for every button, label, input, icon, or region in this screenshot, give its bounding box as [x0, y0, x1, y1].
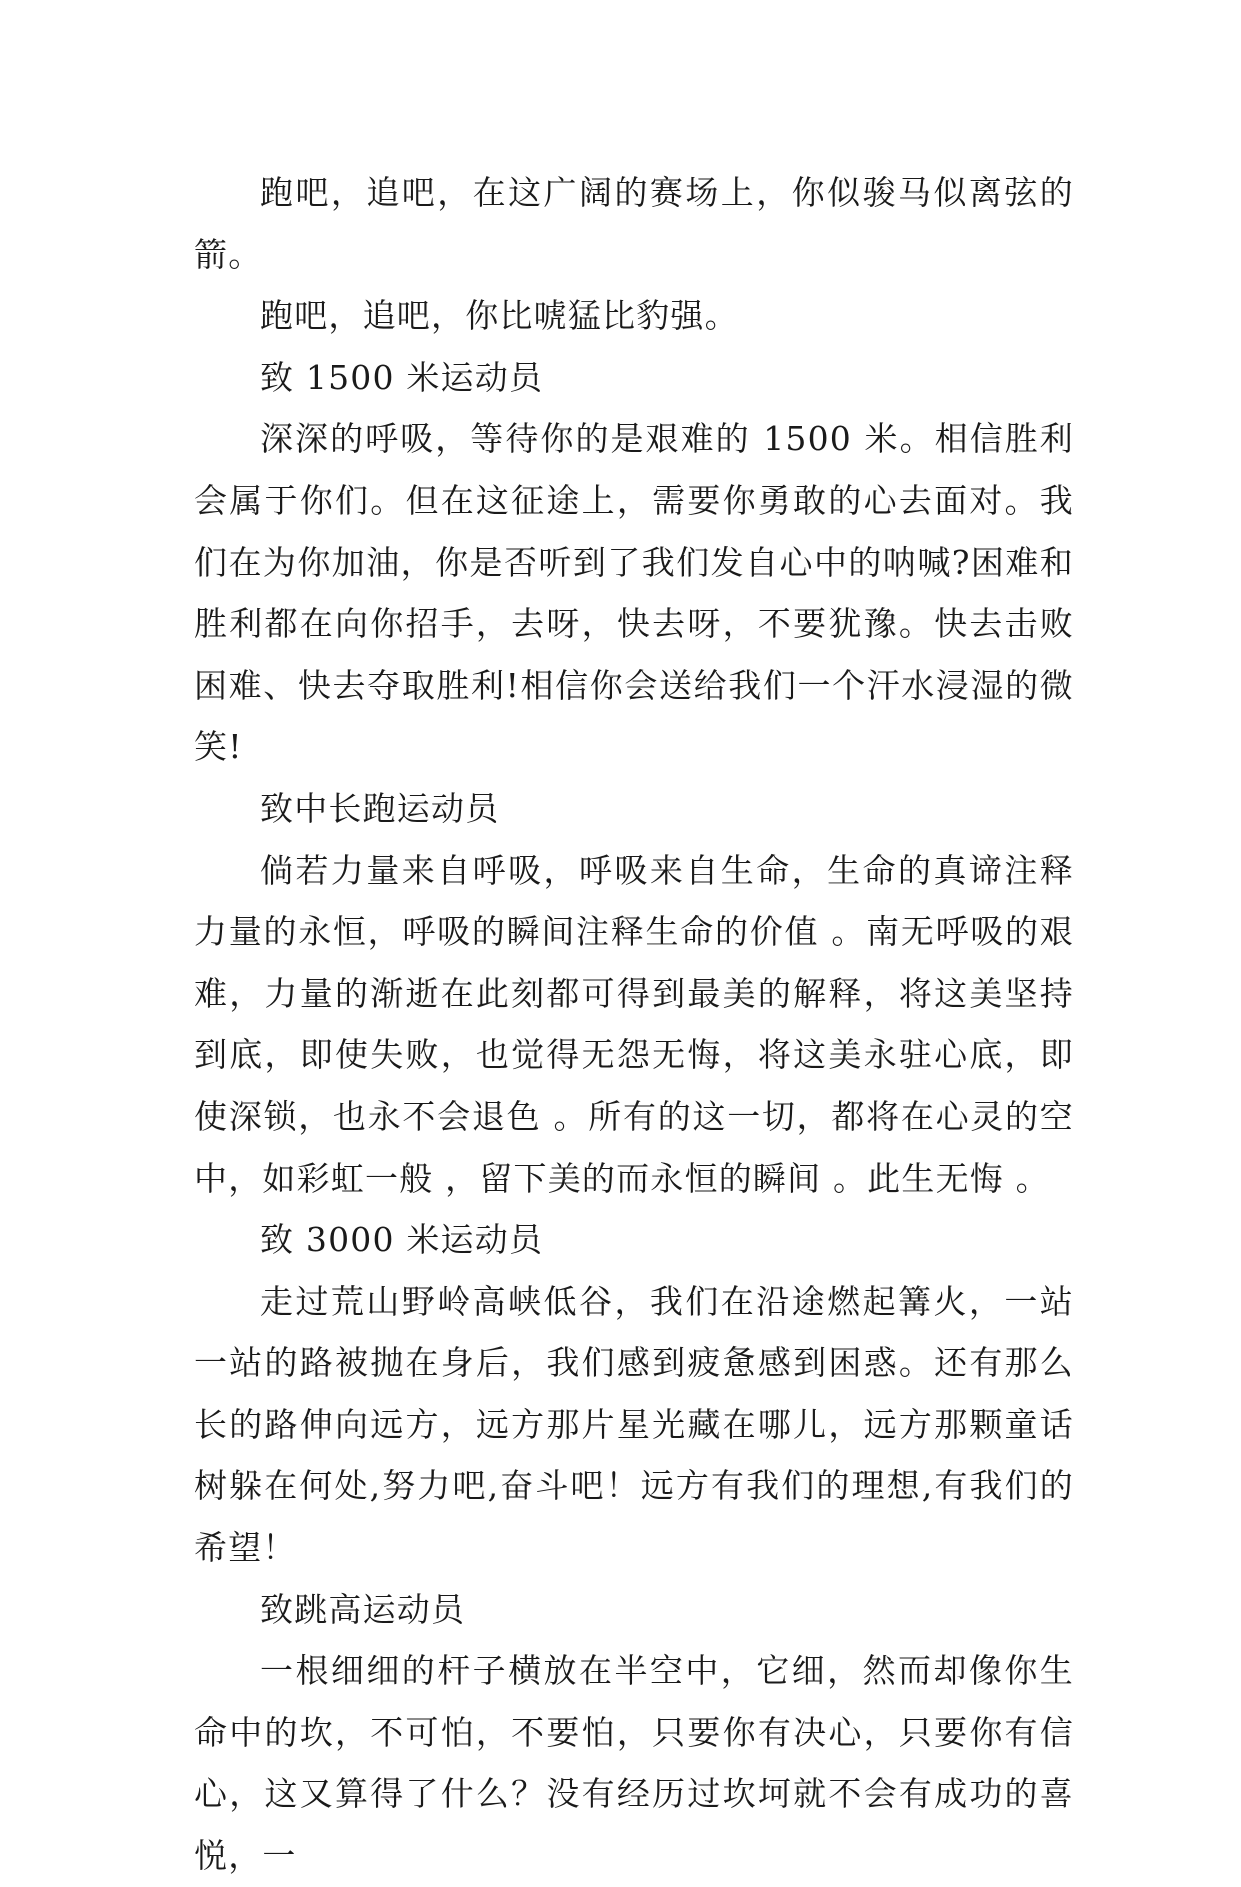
paragraph-high-jump: 一根细细的杆子横放在半空中，它细，然而却像你生命中的坎，不可怕，不要怕，只要你有决心，只要你有信心，这又算得了什么？没有经历过坎坷就不会有成功的喜悦，一 [194, 1651, 1074, 1876]
document-body [194, 162, 1074, 1887]
heading-middle-long-distance: 致中长跑运动员 [260, 788, 500, 828]
paragraph-run-chase: 跑吧，追吧，在这广阔的赛场上，你似骏马似离弦的箭。 [194, 173, 1074, 274]
paragraph-middle-long-distance: 倘若力量来自呼吸，呼吸来自生命，生命的真谛注释力量的永恒，呼吸的瞬间注释生命的价值 。南无呼吸的艰难，力量的渐逝在此刻都可得到最美的解释，将这美坚持到底，即使失败，也觉得无怨无悔，将这美永驻心底，即使深锁，也永不会退色 。所有的这一切，都将在心灵的空中，如彩虹一般 ，留下美的而永恒的瞬间 。此生无悔 。 [194, 850, 1074, 1198]
heading-high-jump: 致跳高运动员 [260, 1589, 466, 1629]
heading-3000m: 致 3000 米运动员 [260, 1220, 544, 1260]
heading-1500m: 致 1500 米运动员 [260, 357, 544, 397]
paragraph-run-strong: 跑吧，追吧，你比唬猛比豹强。 [260, 296, 739, 336]
paragraph-3000m: 走过荒山野岭高峡低谷，我们在沿途燃起篝火，一站一站的路被抛在身后，我们感到疲惫感到困惑。还有那么长的路伸向远方，远方那片星光藏在哪儿，远方那颗童话树躲在何处,努力吧,奋斗吧！远方有我们的理想,有我们的希望！ [194, 1281, 1074, 1568]
paragraph-1500m: 深深的呼吸，等待你的是艰难的 1500 米。相信胜利会属于你们。但在这征途上，需要你勇敢的心去面对。我们在为你加油，你是否听到了我们发自心中的呐喊?困难和胜利都在向你招手，去呀，快去呀，不要犹豫。快去击败困难、快去夺取胜利!相信你会送给我们一个汗水浸湿的微笑! [194, 419, 1074, 767]
